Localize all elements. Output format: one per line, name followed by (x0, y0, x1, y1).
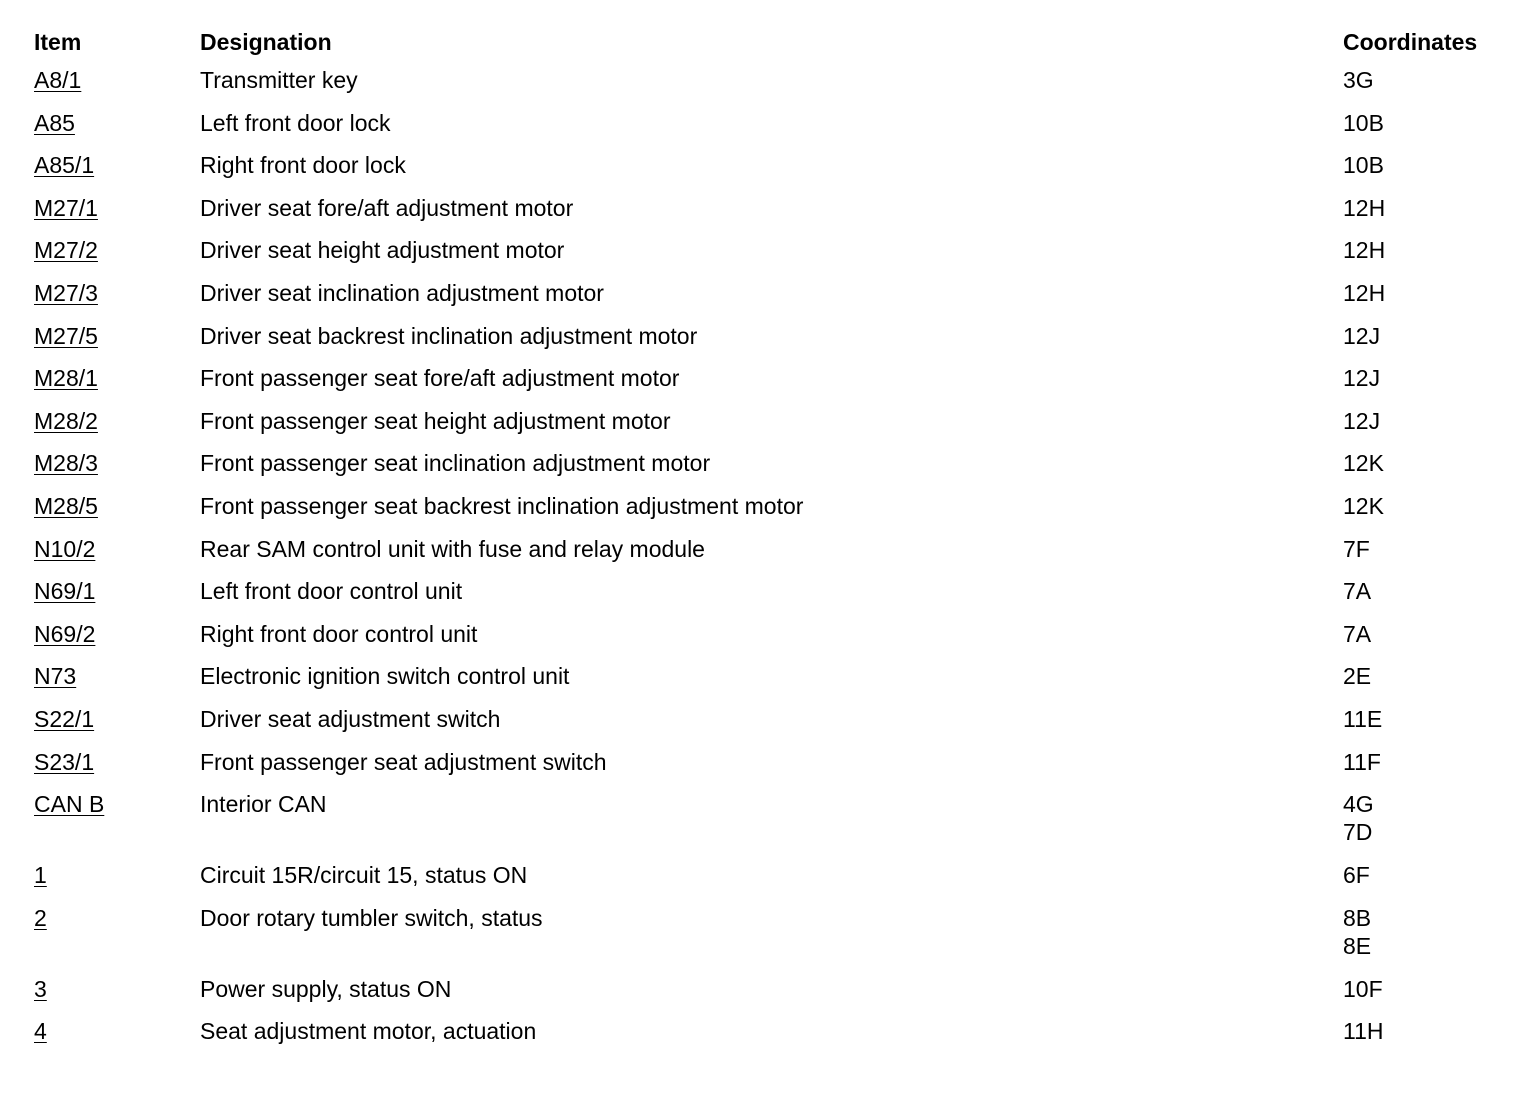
coordinates-cell (1343, 904, 1514, 975)
table-row (34, 790, 1514, 861)
item-cell (34, 748, 200, 791)
coordinate-value: 10B (1343, 109, 1384, 136)
item-cell (34, 620, 200, 663)
coordinate-value: 12J (1343, 322, 1381, 349)
item-cell (34, 790, 200, 861)
coordinates-cell (1343, 790, 1514, 861)
table-row (34, 861, 1514, 904)
table-row (34, 236, 1514, 279)
coordinate-value: 12H (1343, 237, 1386, 264)
coordinate-value: 4G (1343, 791, 1374, 818)
item-link[interactable]: S23/1 (34, 748, 95, 775)
item-link[interactable]: A85 (34, 109, 75, 136)
coordinates-cell (1343, 620, 1514, 663)
designation-cell: Seat adjustment motor, actuation (200, 1018, 537, 1045)
coordinate-value: 12K (1343, 492, 1384, 519)
coordinates-cell (1343, 748, 1514, 791)
designation-cell: Power supply, status ON (200, 975, 452, 1002)
coordinates-cell (1343, 322, 1514, 365)
item-link[interactable]: 2 (34, 904, 47, 931)
table-header (34, 28, 1514, 66)
designation-cell: Driver seat inclination adjustment motor (200, 279, 604, 306)
coordinates-cell (1343, 194, 1514, 237)
item-cell (34, 322, 200, 365)
item-link[interactable]: M28/1 (34, 365, 98, 392)
item-link[interactable]: N10/2 (34, 535, 96, 562)
coordinate-value: 10F (1343, 975, 1383, 1002)
item-link[interactable]: CAN B (34, 791, 105, 818)
item-cell (34, 109, 200, 152)
designation-cell: Door rotary tumbler switch, status (200, 904, 543, 931)
item-cell (34, 407, 200, 450)
item-cell (34, 904, 200, 975)
coordinate-value: 12J (1343, 407, 1381, 434)
item-cell (34, 449, 200, 492)
coordinate-value: 7A (1343, 620, 1372, 647)
designation-cell: Front passenger seat inclination adjustment motor (200, 450, 711, 477)
designation-cell: Front passenger seat adjustment switch (200, 748, 607, 775)
coordinate-value: 7D (1343, 819, 1373, 846)
coordinates-cell (1343, 407, 1514, 450)
coordinate-value: 12J (1343, 365, 1381, 392)
designation-cell: Driver seat adjustment switch (200, 705, 501, 732)
table-row (34, 535, 1514, 578)
item-cell (34, 535, 200, 578)
table-row (34, 109, 1514, 152)
item-cell (34, 1017, 200, 1060)
component-legend-table (34, 28, 1514, 1060)
table-row (34, 620, 1514, 663)
item-link[interactable]: M27/1 (34, 194, 98, 221)
coordinates-cell (1343, 364, 1514, 407)
coordinate-value: 12K (1343, 450, 1384, 477)
designation-cell: Transmitter key (200, 67, 358, 93)
coordinate-value: 10B (1343, 152, 1384, 179)
item-cell (34, 236, 200, 279)
table-row (34, 748, 1514, 791)
coordinate-value: 3G (1343, 67, 1374, 93)
coordinates-cell (1343, 236, 1514, 279)
designation-cell: Right front door control unit (200, 620, 478, 647)
table-row (34, 322, 1514, 365)
designation-cell: Electronic ignition switch control unit (200, 663, 570, 690)
coordinates-cell (1343, 1017, 1514, 1060)
header-coordinates: Coordinates (1343, 29, 1478, 55)
designation-cell: Driver seat fore/aft adjustment motor (200, 194, 574, 221)
designation-cell: Left front door control unit (200, 578, 463, 605)
table-row (34, 407, 1514, 450)
item-link[interactable]: M28/5 (34, 492, 98, 519)
item-link[interactable]: 4 (34, 1018, 47, 1045)
table-row (34, 492, 1514, 535)
table-row (34, 1017, 1514, 1060)
designation-cell: Driver seat height adjustment motor (200, 237, 565, 264)
coordinates-cell (1343, 535, 1514, 578)
coordinate-value: 12H (1343, 194, 1386, 221)
coordinates-cell (1343, 279, 1514, 322)
item-cell (34, 861, 200, 904)
item-cell (34, 194, 200, 237)
coordinates-cell (1343, 492, 1514, 535)
coordinates-cell (1343, 109, 1514, 152)
item-cell (34, 492, 200, 535)
coordinate-value: 11E (1343, 705, 1383, 732)
coordinate-value: 11H (1343, 1018, 1384, 1045)
table-row (34, 705, 1514, 748)
designation-cell: Front passenger seat height adjustment motor (200, 407, 671, 434)
designation-cell: Circuit 15R/circuit 15, status ON (200, 862, 528, 889)
item-link[interactable]: M27/3 (34, 279, 98, 306)
designation-cell: Rear SAM control unit with fuse and relay module (200, 535, 705, 562)
coordinate-value: 11F (1343, 748, 1381, 775)
designation-cell: Right front door lock (200, 152, 406, 179)
coordinate-value: 7F (1343, 535, 1370, 562)
table-row (34, 904, 1514, 975)
table-row (34, 279, 1514, 322)
item-cell (34, 705, 200, 748)
item-cell (34, 279, 200, 322)
table-body (34, 66, 1514, 1060)
item-link[interactable]: N69/2 (34, 620, 96, 647)
item-link[interactable]: 3 (34, 975, 47, 1002)
header-item: Item (34, 29, 82, 55)
item-link[interactable]: M28/3 (34, 450, 98, 477)
coordinate-value: 7A (1343, 578, 1372, 605)
item-cell (34, 577, 200, 620)
item-link[interactable]: A8/1 (34, 67, 82, 93)
coordinates-cell (1343, 705, 1514, 748)
item-link[interactable]: M27/5 (34, 322, 98, 349)
table-row (34, 364, 1514, 407)
table-row (34, 662, 1514, 705)
coordinates-cell (1343, 662, 1514, 705)
item-cell (34, 364, 200, 407)
designation-cell: Interior CAN (200, 791, 327, 818)
item-link[interactable]: M27/2 (34, 237, 98, 264)
coordinates-cell (1343, 151, 1514, 194)
table-row (34, 151, 1514, 194)
coordinate-value: 2E (1343, 663, 1372, 690)
item-cell (34, 662, 200, 705)
designation-cell: Driver seat backrest inclination adjustment motor (200, 322, 698, 349)
item-link[interactable]: N69/1 (34, 578, 96, 605)
item-link[interactable]: 1 (34, 862, 47, 889)
table-row (34, 449, 1514, 492)
item-cell (34, 975, 200, 1018)
coordinate-value: 12H (1343, 279, 1386, 306)
coordinates-cell (1343, 66, 1514, 109)
table-row (34, 577, 1514, 620)
coordinates-cell (1343, 861, 1514, 904)
item-cell (34, 151, 200, 194)
coordinates-cell (1343, 975, 1514, 1018)
coordinates-cell (1343, 577, 1514, 620)
coordinate-value: 8B (1343, 904, 1372, 931)
designation-cell: Front passenger seat fore/aft adjustment motor (200, 365, 680, 392)
header-row (34, 28, 1514, 66)
item-link[interactable]: N73 (34, 663, 77, 690)
item-link[interactable]: S22/1 (34, 705, 95, 732)
designation-cell: Left front door lock (200, 109, 391, 136)
item-link[interactable]: A85/1 (34, 152, 95, 179)
table-row (34, 66, 1514, 109)
designation-cell: Front passenger seat backrest inclination adjustment motor (200, 492, 804, 519)
coordinates-cell (1343, 449, 1514, 492)
item-link[interactable]: M28/2 (34, 407, 98, 434)
coordinate-value: 8E (1343, 932, 1372, 959)
table-row (34, 194, 1514, 237)
item-cell (34, 66, 200, 109)
coordinate-value: 6F (1343, 862, 1370, 889)
table-row (34, 975, 1514, 1018)
header-designation: Designation (200, 29, 332, 55)
